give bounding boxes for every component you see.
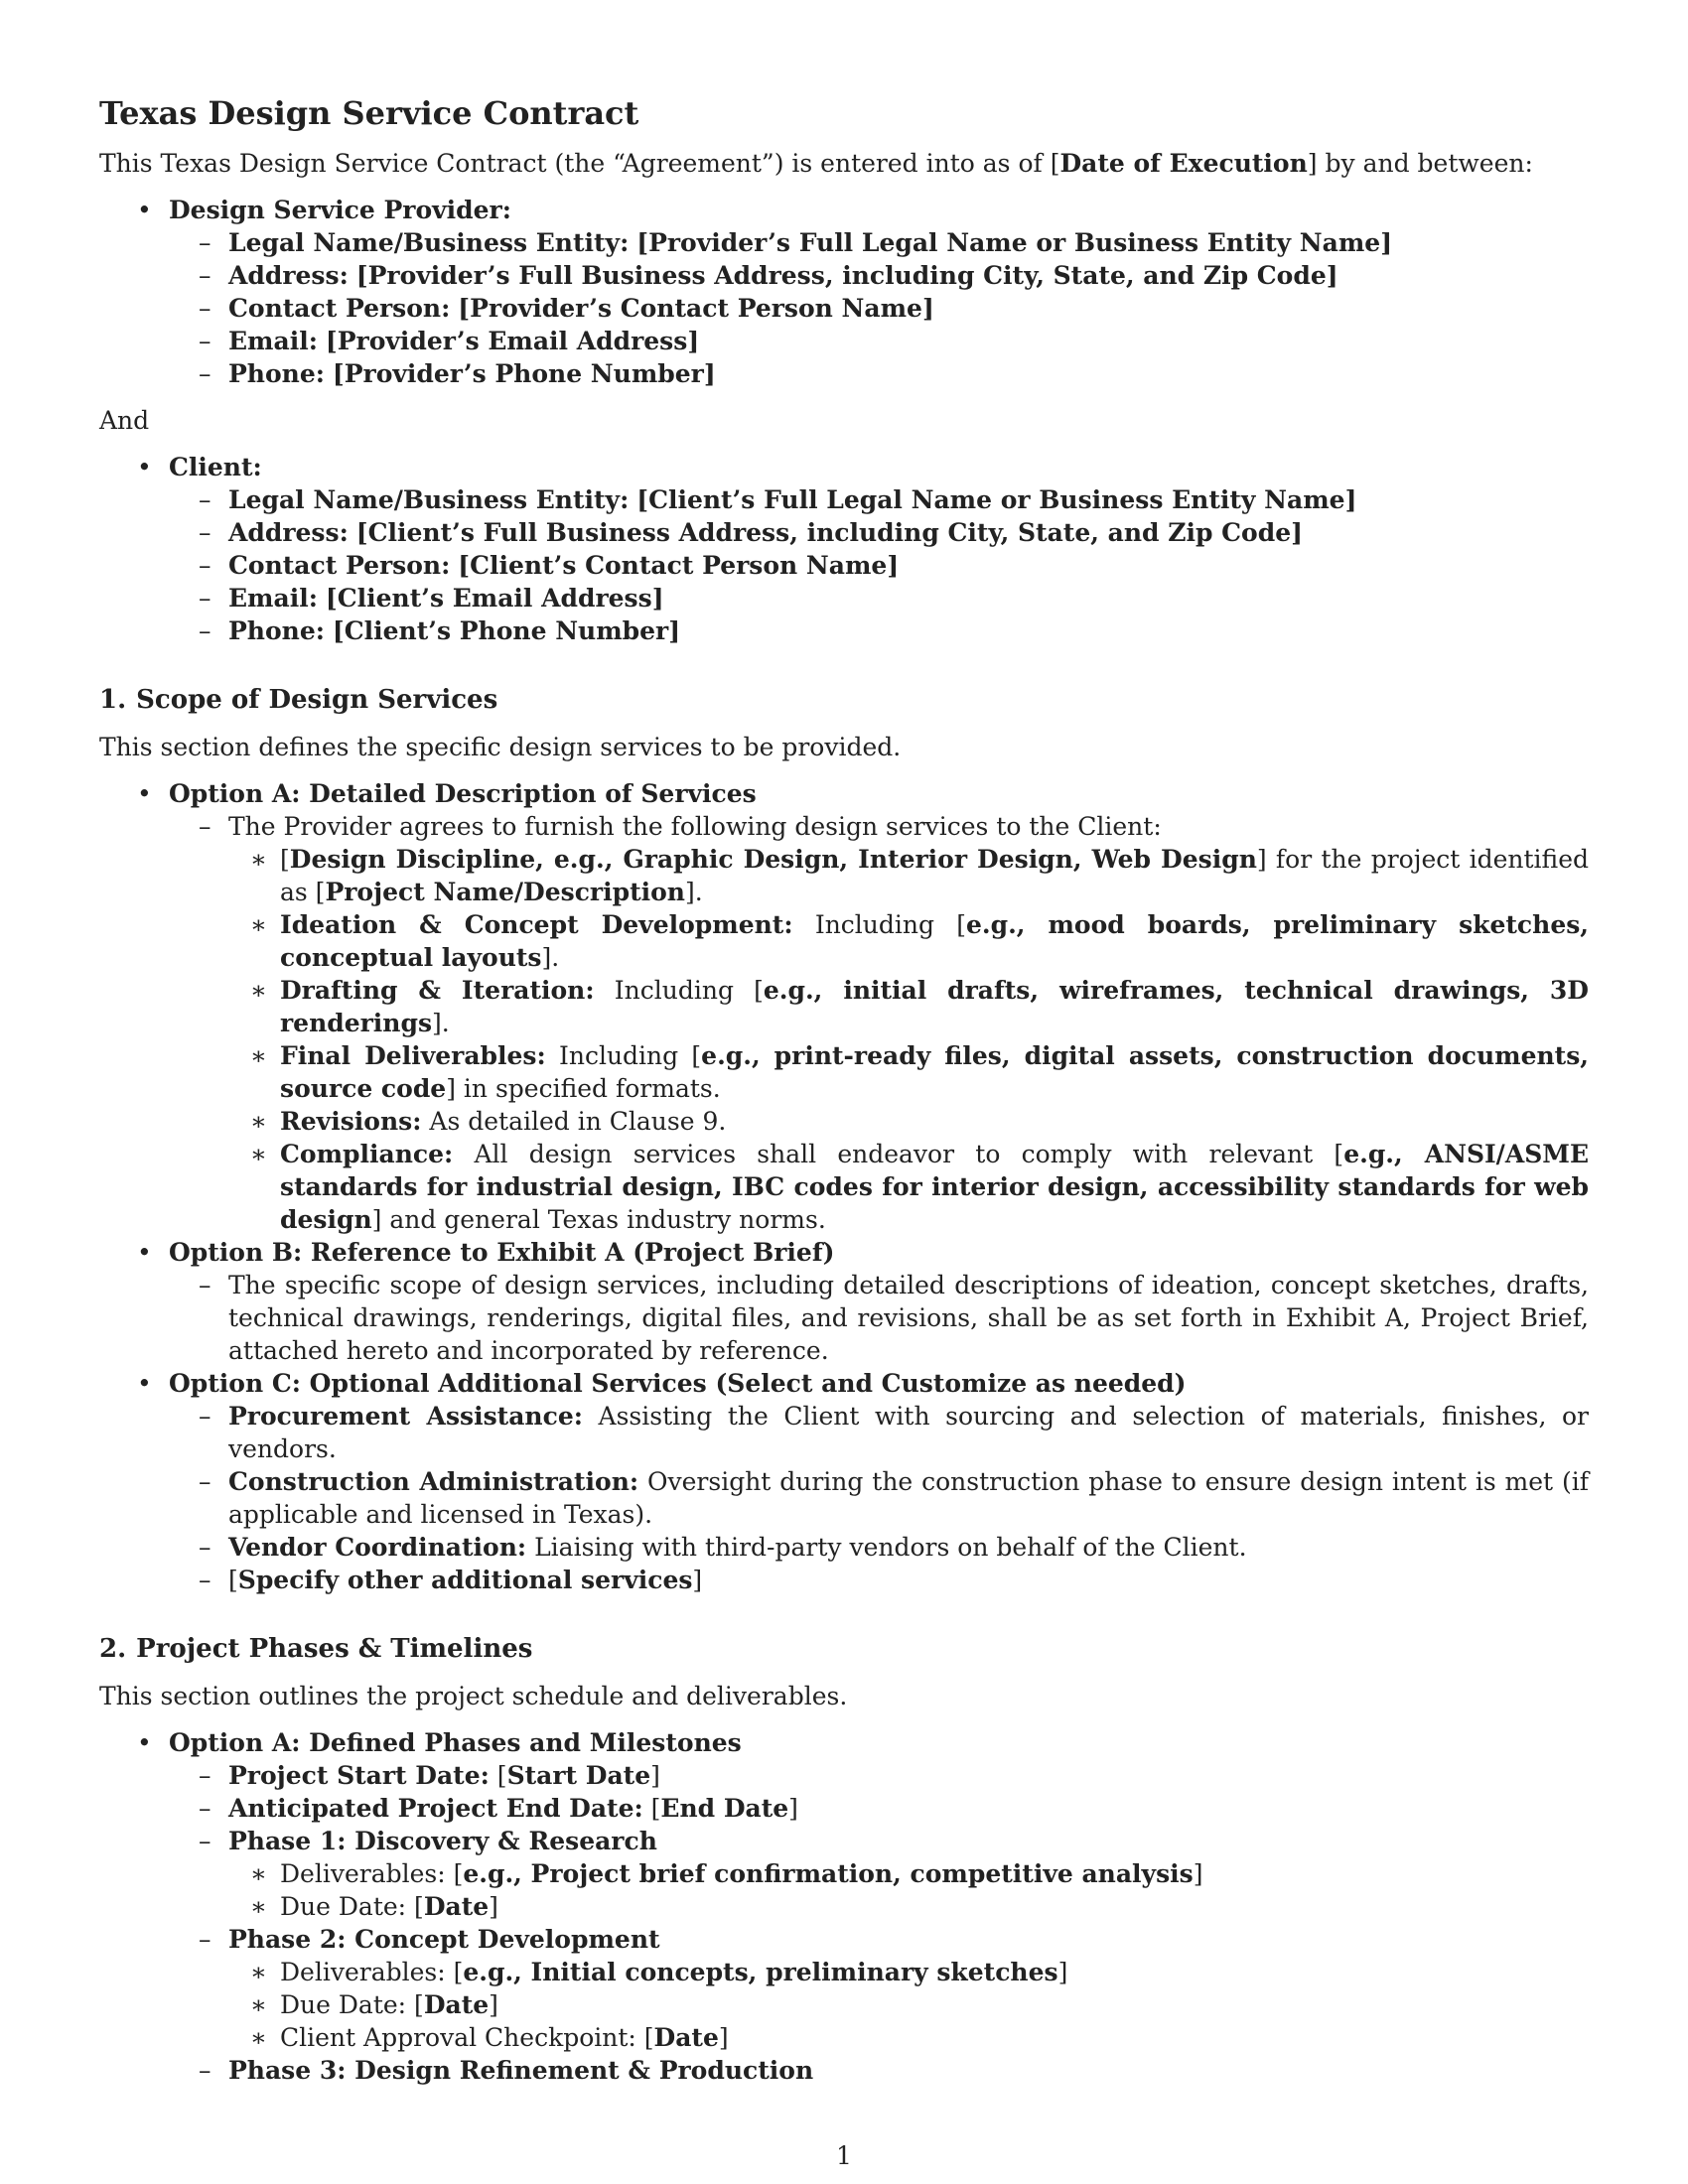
document-page: [99, 93, 1589, 2101]
scope-revisions: ∗ Revisions: As detailed in Clause 9.: [250, 1105, 1589, 1138]
section-1-description: This section defines the specific design services to be provided.: [99, 733, 902, 761]
client-item: [99, 451, 1589, 647]
provider-contact: – Contact Person: [Provider’s Contact Person Name]: [199, 292, 1589, 325]
phase-3: – Phase 3: Design Refinement & Production: [199, 2054, 1589, 2087]
intro-paragraph: This Texas Design Service Contract (the “Agreement”) is entered into as of [Date of Execution] by and between:: [99, 149, 1533, 178]
provider-list: [99, 194, 1589, 390]
phase-1: – Phase 1: Discovery & Research ∗ Deliverables: [e.g., Project brief confirmation, competitive analysis] ∗ Due Date: [Date]: [199, 1825, 1589, 1923]
client-email: – Email: [Client’s Email Address]: [199, 582, 1589, 614]
client-list: [99, 451, 1589, 647]
section-2-description: This section outlines the project schedule and deliverables.: [99, 1682, 848, 1710]
provider-heading: Design Service Provider:: [169, 196, 511, 224]
page-number: 1: [836, 2141, 852, 2170]
provider-legal-name: – Legal Name/Business Entity: [Provider’s Full Legal Name or Business Entity Name]: [199, 226, 1589, 259]
client-heading: Client:: [169, 453, 262, 481]
scope-discipline: ∗ [Design Discipline, e.g., Graphic Design, Interior Design, Web Design] for the project identified as [Project Name/Description].: [250, 843, 1589, 908]
execution-date-placeholder: Date of Execution: [1059, 149, 1308, 178]
provider-address: – Address: [Provider’s Full Business Address, including City, State, and Zip Code]: [199, 259, 1589, 292]
client-legal-name: – Legal Name/Business Entity: [Client’s Full Legal Name or Business Entity Name]: [199, 483, 1589, 516]
provider-phone: – Phone: [Provider’s Phone Number]: [199, 357, 1589, 390]
phase-2: – Phase 2: Concept Development ∗ Deliverables: [e.g., Initial concepts, preliminary sketches] ∗ Due Date: [Date] ∗ Client Approval Checkpoint: [Date]: [199, 1923, 1589, 2054]
section-2-options: [99, 1726, 1589, 2087]
section-1-heading: 1. Scope of Design Services: [99, 685, 498, 715]
service-other: – [Specify other additional services]: [199, 1564, 1589, 1596]
provider-email: – Email: [Provider’s Email Address]: [199, 325, 1589, 357]
client-phone: – Phone: [Client’s Phone Number]: [199, 614, 1589, 647]
service-procurement: – Procurement Assistance: Assisting the Client with sourcing and selection of materials, finishes, or vendors.: [199, 1400, 1589, 1465]
section-1-option-a: • Option A: Detailed Description of Services – The Provider agrees to furnish the following design services to the Client: ∗ [Design Discipline, e.g., Graphic Design, Interior Design, Web Design] for the project identified as [Project Name/Description]. ∗ Ideation & Concept Development: Including [e.g., mood boards, preliminary sketches, conceptual layouts]. ∗ Drafting & Iteration: Including [e.g., initial drafts, wireframes, technical drawings, 3D renderings]. ∗ Final Deliverables: Including [e.g., print-ready files, digital assets, construction documents, source code] in specified formats. ∗ Revisions: As detailed in Clause 9. ∗ Compliance: All design services shall endeavor to comply with relevant [e.g., ANSI/ASME standards for industrial design, IBC codes for interior design, accessibility standards for web design] and general Texas industry norms.: [99, 777, 1589, 1236]
section-2-heading: 2. Project Phases & Timelines: [99, 1634, 533, 1664]
project-start-date: – Project Start Date: [Start Date]: [199, 1759, 1589, 1792]
section-2-option-a: • Option A: Defined Phases and Milestones – Project Start Date: [Start Date] – Anticipated Project End Date: [End Date] – Phase 1: Discovery & Research ∗ Deliverables: [e.g., Project brief confirmation, competitive analysis] ∗ Due Date: [Date] – Phase 2: Concept Development ∗ Deliverables: [e.g., Initial concepts, preliminary sketches] ∗ Due Date: [Date] ∗ Client Approval Checkpoint: [Date] – Phase 3: Design Refinement & Production: [99, 1726, 1589, 2087]
and-text: And: [99, 406, 150, 435]
section-1-options: [99, 777, 1589, 1596]
service-construction-admin: – Construction Administration: Oversight during the construction phase to ensure design intent is met (if applicable and licensed in Texas).: [199, 1465, 1589, 1531]
scope-final-deliverables: ∗ Final Deliverables: Including [e.g., print-ready files, digital assets, construction documents, source code] in specified formats.: [250, 1039, 1589, 1105]
scope-compliance: ∗ Compliance: All design services shall endeavor to comply with relevant [e.g., ANSI/ASME standards for industrial design, IBC codes for interior design, accessibility standards for web design] and general Texas industry norms.: [250, 1138, 1589, 1236]
scope-ideation: ∗ Ideation & Concept Development: Including [e.g., mood boards, preliminary sketches, conceptual layouts].: [250, 908, 1589, 974]
section-1-option-c: • Option C: Optional Additional Services (Select and Customize as needed) – Procurement Assistance: Assisting the Client with sourcing and selection of materials, finishes, or vendors. – Construction Administration: Oversight during the construction phase to ensure design intent is met (if applicable and licensed in Texas). – Vendor Coordination: Liaising with third-party vendors on behalf of the Client. – [Specify other additional services]: [99, 1367, 1589, 1596]
section-1-option-b: • Option B: Reference to Exhibit A (Project Brief) – The specific scope of design services, including detailed descriptions of ideation, concept sketches, drafts, technical drawings, renderings, digital files, and revisions, shall be as set forth in Exhibit A, Project Brief, attached hereto and incorporated by reference.: [99, 1236, 1589, 1367]
project-end-date: – Anticipated Project End Date: [End Date]: [199, 1792, 1589, 1825]
scope-drafting: ∗ Drafting & Iteration: Including [e.g., initial drafts, wireframes, technical drawings, 3D renderings].: [250, 974, 1589, 1039]
document-title: Texas Design Service Contract: [99, 94, 639, 132]
client-address: – Address: [Client’s Full Business Address, including City, State, and Zip Code]: [199, 516, 1589, 549]
service-vendor-coordination: – Vendor Coordination: Liaising with third-party vendors on behalf of the Client.: [199, 1531, 1589, 1564]
client-contact: – Contact Person: [Client’s Contact Person Name]: [199, 549, 1589, 582]
provider-item: [99, 194, 1589, 390]
